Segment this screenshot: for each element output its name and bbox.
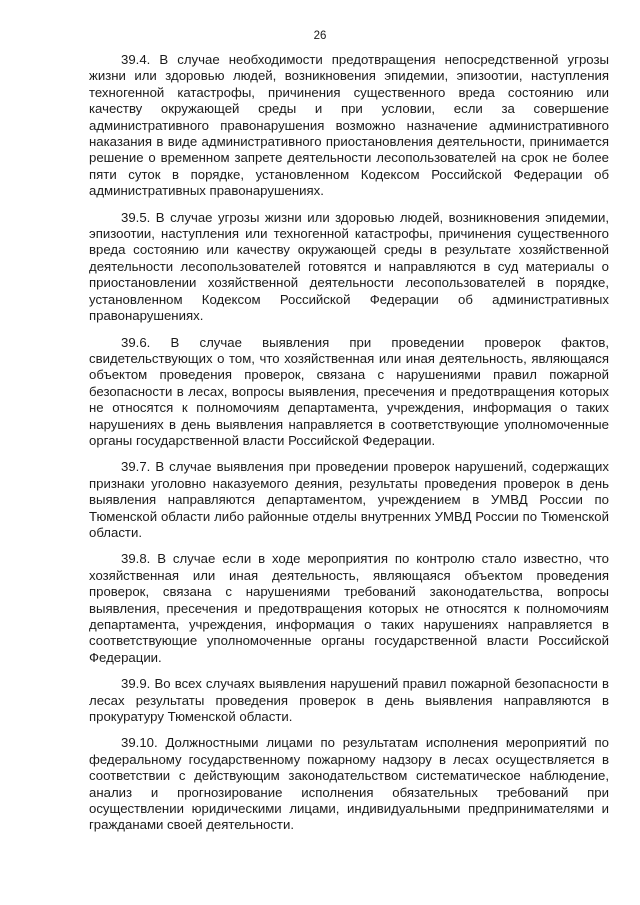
- paragraph-39-10: 39.10. Должностными лицами по результатам исполнения мероприятий по федеральному государственному пожарному надзору в лесах осуществляется в соответствии с действующим законодательством систематическое наблюдение, анализ и прогнозирование исполнения обязательных требований при осуществлении юридическими лицами, индивидуальными предпринимателями и гражданами своей деятельности.: [89, 735, 609, 833]
- paragraph-39-7: 39.7. В случае выявления при проведении проверок нарушений, содержащих признаки уголовно наказуемого деяния, результаты проведения проверок в день выявления направляются департаментом, учреждением в УМВД России по Тюменской области либо районные отделы внутренних УМВД России по Тюменской области.: [89, 459, 609, 540]
- paragraph-39-4: 39.4. В случае необходимости предотвращения непосредственной угрозы жизни или здоровью людей, возникновения эпидемии, эпизоотии, наступления техногенной катастрофы, причинения существенного вреда состоянию или качеству окружающей среды и при условии, если за совершение административного правонарушения возможно назначение административного наказания в виде административного приостановления деятельности, принимается решение о временном запрете деятельности лесопользователей на срок не более пяти суток в порядке, установленном Кодексом Российской Федерации об административных правонарушениях.: [89, 52, 609, 199]
- document-body: [89, 52, 609, 844]
- paragraph-39-9: 39.9. Во всех случаях выявления нарушений правил пожарной безопасности в лесах результаты проведения проверок в день выявления направляются в прокуратуру Тюменской области.: [89, 676, 609, 725]
- page-number: 26: [313, 30, 327, 42]
- paragraph-39-6: 39.6. В случае выявления при проведении проверок фактов, свидетельствующих о том, что хозяйственная или иная деятельность, являющаяся объектом проведения проверок, связана с нарушениями правил пожарной безопасности в лесах, вопросы выявления, пресечения и предотвращения которых не относятся к полномочиям департамента, учреждения, информация о таких нарушениях в день выявления направляется в соответствующие уполномоченные органы государственной власти Российской Федерации.: [89, 334, 609, 448]
- paragraph-39-8: 39.8. В случае если в ходе мероприятия по контролю стало известно, что хозяйственная или иная деятельность, являющаяся объектом проведения проверок, связана с нарушениями требований законодательства, вопросы выявления, пресечения и предотвращения которых не относятся к полномочиям департамента, учреждения, информация о таких нарушениях направляется в соответствующие уполномоченные органы государственной власти Российской Федерации.: [89, 551, 609, 665]
- paragraph-39-5: 39.5. В случае угрозы жизни или здоровью людей, возникновения эпидемии, эпизоотии, наступления или техногенной катастрофы, причинения существенного вреда состоянию или качеству окружающей среды в результате хозяйственной деятельности лесопользователей готовятся и направляются в суд материалы о приостановлении хозяйственной деятельности лесопользователей в порядке, установленном Кодексом Российской Федерации об административных правонарушениях.: [89, 209, 609, 324]
